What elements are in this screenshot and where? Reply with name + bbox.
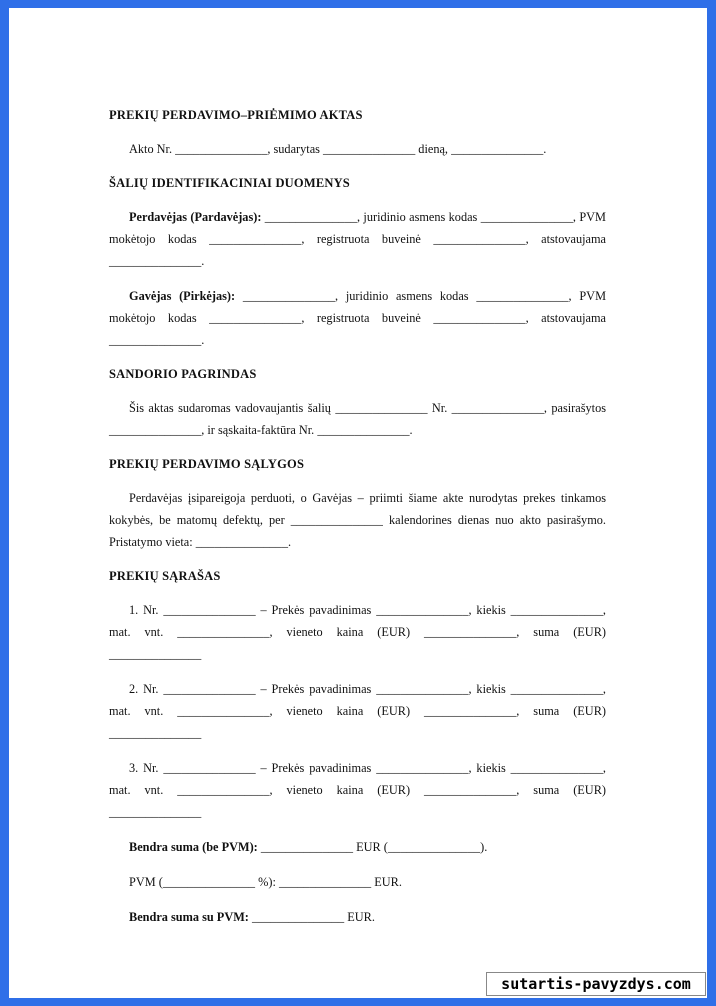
document-title: PREKIŲ PERDAVIMO–PRIĖMIMO AKTAS [109, 108, 363, 122]
buyer-text: _______________, juridinio asmens kodas _______________, PVM mokėtojo kodas _______________, registruota buveinė _______________, atstovaujama _______________. [109, 289, 607, 347]
total-gross-text: _______________ EUR. [248, 910, 375, 924]
conditions-paragraph: Perdavėjas įsipareigoja perduoti, o Gavėjas – priimti šiame akte nurodytas prekes tinkamos kokybės, be matomų defektų, per _______________ kalendorines dienas nuo akto pasirašymo. Pristatymo vieta: _______________. [109, 491, 606, 549]
document-content [109, 104, 606, 928]
act-line: Akto Nr. _______________, sudarytas _______________ dieną, _______________. [129, 142, 547, 156]
seller-paragraph [109, 206, 606, 272]
buyer-label: Gavėjas (Pirkėjas): [129, 289, 236, 303]
buyer-paragraph [109, 285, 606, 351]
total-gross-line [109, 906, 606, 928]
total-net-line [109, 836, 606, 858]
total-net-text: _______________ EUR (_______________). [257, 840, 488, 854]
item-row-2: 2. Nr. _______________ – Prekės pavadinimas _______________, kiekis _______________, mat. vnt. _______________, vieneto kaina (EUR) _______________, suma (EUR) _______________ [109, 682, 606, 740]
seller-text: _______________, juridinio asmens kodas _______________, PVM mokėtojo kodas _______________, registruota buveinė _______________, atstovaujama _______________. [109, 210, 606, 268]
vat-line: PVM (_______________ %): _______________ EUR. [129, 875, 402, 889]
total-gross-label: Bendra suma su PVM: [129, 910, 249, 924]
document-page [9, 8, 707, 998]
item-row-1: 1. Nr. _______________ – Prekės pavadinimas _______________, kiekis _______________, mat. vnt. _______________, vieneto kaina (EUR) _______________, suma (EUR) _______________ [109, 603, 606, 661]
seller-label: Perdavėjas (Pardavėjas): [129, 210, 262, 224]
items-heading: PREKIŲ SĄRAŠAS [109, 569, 221, 583]
basis-paragraph: Šis aktas sudaromas vadovaujantis šalių _______________ Nr. _______________, pasirašytos _______________, ir sąskaita-faktūra Nr. _______________. [109, 401, 606, 437]
basis-heading: SANDORIO PAGRINDAS [109, 367, 257, 381]
conditions-heading: PREKIŲ PERDAVIMO SĄLYGOS [109, 457, 305, 471]
parties-heading: ŠALIŲ IDENTIFIKACINIAI DUOMENYS [109, 176, 350, 190]
total-net-label: Bendra suma (be PVM): [129, 840, 258, 854]
item-row-3: 3. Nr. _______________ – Prekės pavadinimas _______________, kiekis _______________, mat. vnt. _______________, vieneto kaina (EUR) _______________, suma (EUR) _______________ [109, 761, 606, 819]
site-watermark: sutartis-pavyzdys.com [486, 972, 706, 996]
